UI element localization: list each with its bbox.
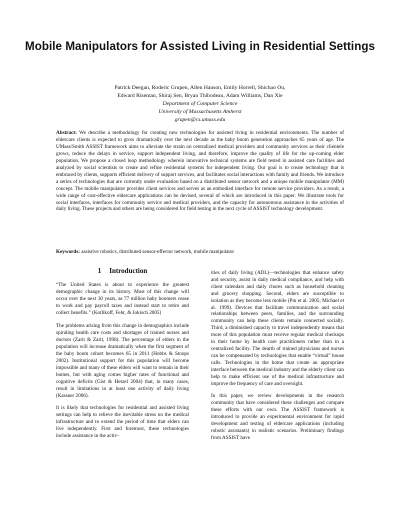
keywords-text: assistive robotics, distributed sensor-effector network, mobile manipulator	[81, 249, 235, 255]
abstract	[56, 130, 344, 213]
left-column	[56, 268, 189, 446]
intro-quote: “The United States is about to experience the greatest demographic change in its history. Most of this change will occur over the next 30 years, as 77 million baby boomers cease to work and pay payroll taxes and instead start to retire and collect benefits.” (Kotlikoff, Fehr, & Jokisch 2005)	[56, 281, 189, 316]
affiliation	[20, 101, 380, 124]
section-title: Introduction	[109, 267, 148, 275]
university: University of Massachusetts Amherst	[158, 108, 242, 115]
body-paragraph: The problems arising from this change in demographics include spiraling health care costs and shortages of trained nurses and doctors (Zarit & Zarit, 1998). The percentage of elders in the population will increase dramatically when the first segment of the baby boom cohort becomes 65 in 2011 (Hobbs & Stoops 2002). Institutional support for this population will become impossible and many of these elders will want to remain in their homes, but with aging comes higher rates of functional and cognitive deficits (Gist & Hetzel 2004) that, in many cases, result in limitations in at least one activity of daily living (Kassner 2006).	[56, 323, 189, 399]
abstract-text: We describe a methodology for creating new technologies for assisted living in residential environments. The number of eldercare clients is expected to grow dramatically over the next decade as the baby boom generation approaches 65 years of age. The UMass/Smith ASSIST framework aims to alleviate the strain on centralized medical providers and community services as their clientele grows, reduce the delays in service, support independent living, and therefore, improve the quality of life for the up-coming elder population. We propose a closed loop methodology wherein innovative technical systems are field tested in assisted care facilities and analyzed by social scientists to create and refine residential systems for independent living. Our goal is to create technology that is embraced by clients, supports efficient delivery of support services, and facilitates social interactions with family and friends. We introduce a series of technologies that are currently under evaluation based on a distributed sensor network and a unique mobile manipulator (MM) concept. The mobile manipulator provides client services and serves as an embodied interface for remote service providers. As a result, a wide range of cost-effective eldercare applications can be devised, several of which are introduced in this paper. We illustrate tools for social interfaces, interfaces for community service and medical providers, and the capacity for autonomous assistance in the activities of daily living. These projects and others are being considered for field testing in the next cycle of ASSIST technology development.	[56, 130, 344, 213]
email: grupen@cs.umass.edu	[174, 116, 226, 123]
body-paragraph: In this paper, we review developments in the research community that have considered these challenges and compare these efforts with our own. The ASSIST framework is introduced to provide an experimental environment for rapid development and testing of eldercare applications (including robotic assistants) in realistic scenarios. Preliminary findings from ASSIST have	[211, 393, 344, 441]
section-number: 1	[97, 267, 102, 275]
paper-title: Mobile Manipulators for Assisted Living in Residential Settings	[25, 40, 375, 53]
body-paragraph: ities of daily living (ADL)—technologies that enhance safety and security, assist in daily medical compliance, and help with client calendars and daily chores such as household cleaning and grocery shopping. Second, elders are susceptible to isolation as they become less mobile (Pin et al. 2005; Michael et al. 1999). Devices that facilitate communication and social relationships between peers, families, and the surrounding community can help these clients remain connected socially. Third, a diminished capacity to travel independently means that more of this population must receive regular medical checkups in their home by health care practitioners rather than in a centralized facility. The dearth of trained physicians and nurses can be compensated by technologies that enable “virtual” house calls. Technologies in the home that create an appropriate interface between the medical industry and the elderly client can help to make efficient use of the medical infrastructure and improve the frequency of care and oversight.	[211, 270, 344, 387]
body-paragraph: It is likely that technologies for residential and assisted living settings can help to relieve the inevitable stress on the medical infrastructure and to extend the period of time that elders can live independently. First and foremost, these technologies include assistance in the activ-	[56, 405, 189, 440]
author-list	[20, 84, 380, 100]
abstract-label: Abstract:	[56, 130, 77, 136]
department: Department of Computer Science	[162, 101, 238, 107]
keywords-label: Keywords:	[56, 249, 80, 255]
author-line: Edward Riseman, Shiraj Sen, Bryan Thibodeau, Adam Williams, Dan Xie	[117, 93, 283, 99]
keywords	[56, 249, 344, 256]
section-heading	[56, 268, 189, 275]
right-column	[211, 270, 344, 448]
author-line: Patrick Deegan, Roderic Grupen, Allen Hanson, Emily Horrell, Shichao Ou,	[114, 85, 286, 91]
